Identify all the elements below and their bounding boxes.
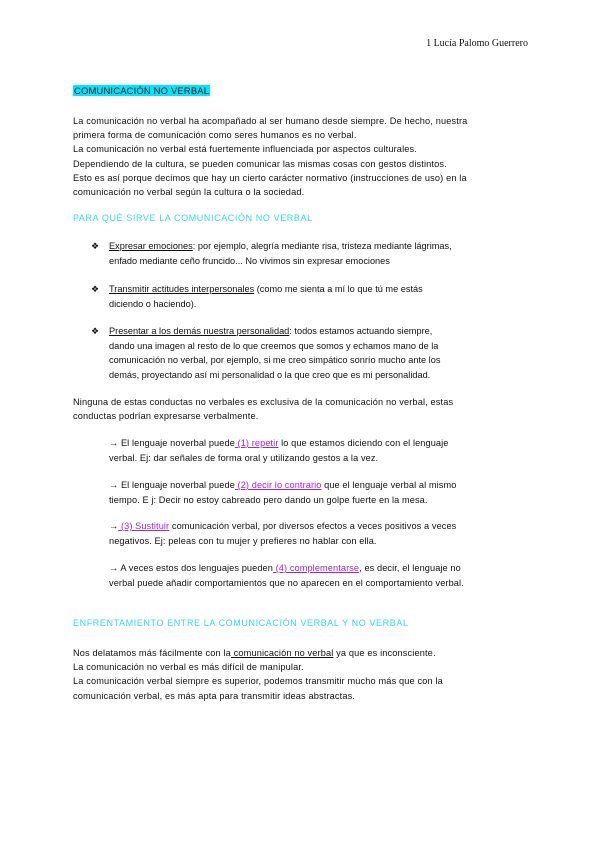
conclusion-paragraph bbox=[73, 395, 533, 423]
diamond-bullet-icon: ❖ bbox=[91, 326, 100, 336]
bullet-text bbox=[109, 282, 531, 311]
bullet-rest: enfado mediante ceño fruncido... No vivimos sin expresar emociones bbox=[109, 255, 390, 266]
function-text: → El lenguaje noverbal puede bbox=[109, 438, 235, 448]
paragraph-line: La comunicación verbal siempre es superior, podemos transmitir mucho más que con la bbox=[73, 676, 443, 687]
bullet-rest: demás, proyectando así mi personalidad o la que creo que es mi personalidad. bbox=[109, 369, 431, 380]
bullet-item bbox=[91, 282, 531, 311]
function-link[interactable]: (2) decir lo contrario bbox=[234, 480, 322, 490]
bullet-rest: comunicación no verbal, por ejemplo, si me creo simpático sonrío mucho ante los bbox=[109, 355, 441, 365]
function-link[interactable]: (3) Sustituir bbox=[118, 521, 170, 531]
intro-line: La comunicación no verbal está fuertemente influenciada por aspectos culturales. bbox=[73, 144, 417, 155]
intro-line: La comunicación no verbal ha acompañado al ser humano desde siempre. De hecho, nuestra bbox=[73, 116, 468, 126]
page-header-author: 1 Lucía Palomo Guerrero bbox=[426, 38, 528, 49]
document-title: COMUNICACIÓN NO VERBAL bbox=[74, 85, 210, 96]
paragraph-line: comunicación verbal, es más apta para transmitir ideas abstractas. bbox=[73, 690, 356, 701]
bullet-rest: (como me sienta a mí lo que tú me estás bbox=[254, 284, 423, 294]
function-text: tiempo. E j: Decir no estoy cabreado pero dando un golpe fuerte en la mesa. bbox=[109, 494, 428, 505]
section-heading-confrontation: ENFRENTAMIENTO ENTRE LA COMUNICACIÓN VERBAL Y NO VERBAL bbox=[73, 618, 409, 628]
function-text: comunicación verbal, por diversos efectos a veces positivos a veces bbox=[169, 521, 457, 531]
bullet-term: Expresar emociones bbox=[109, 241, 193, 251]
paragraph-line: conductas podrían expresarse verbalmente. bbox=[73, 411, 259, 422]
paragraph-line: Ninguna de estas conductas no verbales es exclusiva de la comunicación no verbal, estas bbox=[73, 397, 454, 407]
bullet-rest: dando una imagen al resto de lo que creemos que somos y echamos mano de la bbox=[109, 340, 439, 351]
intro-line: primera forma de comunicación como seres humanos es no verbal. bbox=[73, 130, 357, 141]
function-item-complement bbox=[109, 561, 519, 590]
confrontation-paragraph bbox=[73, 646, 533, 703]
function-text: → A veces estos dos lenguajes pueden bbox=[109, 563, 273, 573]
diamond-bullet-icon: ❖ bbox=[91, 284, 100, 294]
bullet-text bbox=[109, 239, 531, 268]
bullet-rest: : por ejemplo, alegría mediante risa, tristeza mediante lágrimas, bbox=[192, 241, 452, 251]
function-text: → bbox=[109, 521, 119, 531]
bullet-item bbox=[91, 324, 531, 382]
intro-line: Dependiendo de la cultura, se pueden comunicar las mismas cosas con gestos distintos. bbox=[73, 158, 447, 169]
intro-line: Esto es así porque decimos que hay un cierto carácter normativo (instrucciones de uso) en la bbox=[73, 172, 467, 183]
function-item-substitute bbox=[109, 519, 519, 548]
paragraph-line bbox=[73, 646, 533, 660]
function-text: → El lenguaje noverbal puede bbox=[109, 480, 235, 490]
function-item-contradict bbox=[109, 478, 519, 507]
bullet-rest: diciendo o haciendo). bbox=[109, 298, 197, 309]
function-link[interactable]: (1) repetir bbox=[234, 438, 279, 448]
function-text: verbal puede añadir comportamientos que no aparecen en el comportamiento verbal. bbox=[109, 577, 464, 588]
function-text: que el lenguaje verbal al mismo bbox=[321, 480, 457, 490]
intro-paragraph bbox=[73, 114, 533, 199]
function-text: , es decir, el lenguaje no bbox=[359, 563, 461, 573]
function-text: negativos. Ej: peleas con tu mujer y prefieres no hablar con ella. bbox=[109, 535, 377, 546]
section-heading-purpose: PARA QUÉ SIRVE LA COMUNICACIÓN NO VERBAL bbox=[73, 213, 313, 223]
paragraph-text: Nos delatamos más fácilmente con la bbox=[73, 648, 231, 658]
bullet-rest: : todos estamos actuando siempre, bbox=[289, 326, 433, 336]
intro-line: comunicación no verbal según la cultura o la sociedad. bbox=[73, 187, 305, 198]
bullet-term: Transmitir actitudes interpersonales bbox=[109, 284, 255, 294]
paragraph-text: ya que es inconsciente. bbox=[333, 648, 436, 658]
bullet-term: Presentar a los demás nuestra personalidad bbox=[109, 326, 290, 336]
bullet-text bbox=[109, 324, 531, 382]
function-link[interactable]: (4) complementarse bbox=[272, 563, 360, 573]
paragraph-line: La comunicación no verbal es más difícil de manipular. bbox=[73, 662, 304, 673]
function-item-repeat bbox=[109, 436, 519, 465]
function-text: verbal. Ej: dar señales de forma oral y utilizando gestos a la vez. bbox=[109, 452, 379, 463]
underlined-term: comunicación no verbal bbox=[230, 648, 334, 658]
diamond-bullet-icon: ❖ bbox=[91, 241, 100, 251]
bullet-item bbox=[91, 239, 531, 268]
function-text: lo que estamos diciendo con el lenguaje bbox=[278, 438, 449, 448]
